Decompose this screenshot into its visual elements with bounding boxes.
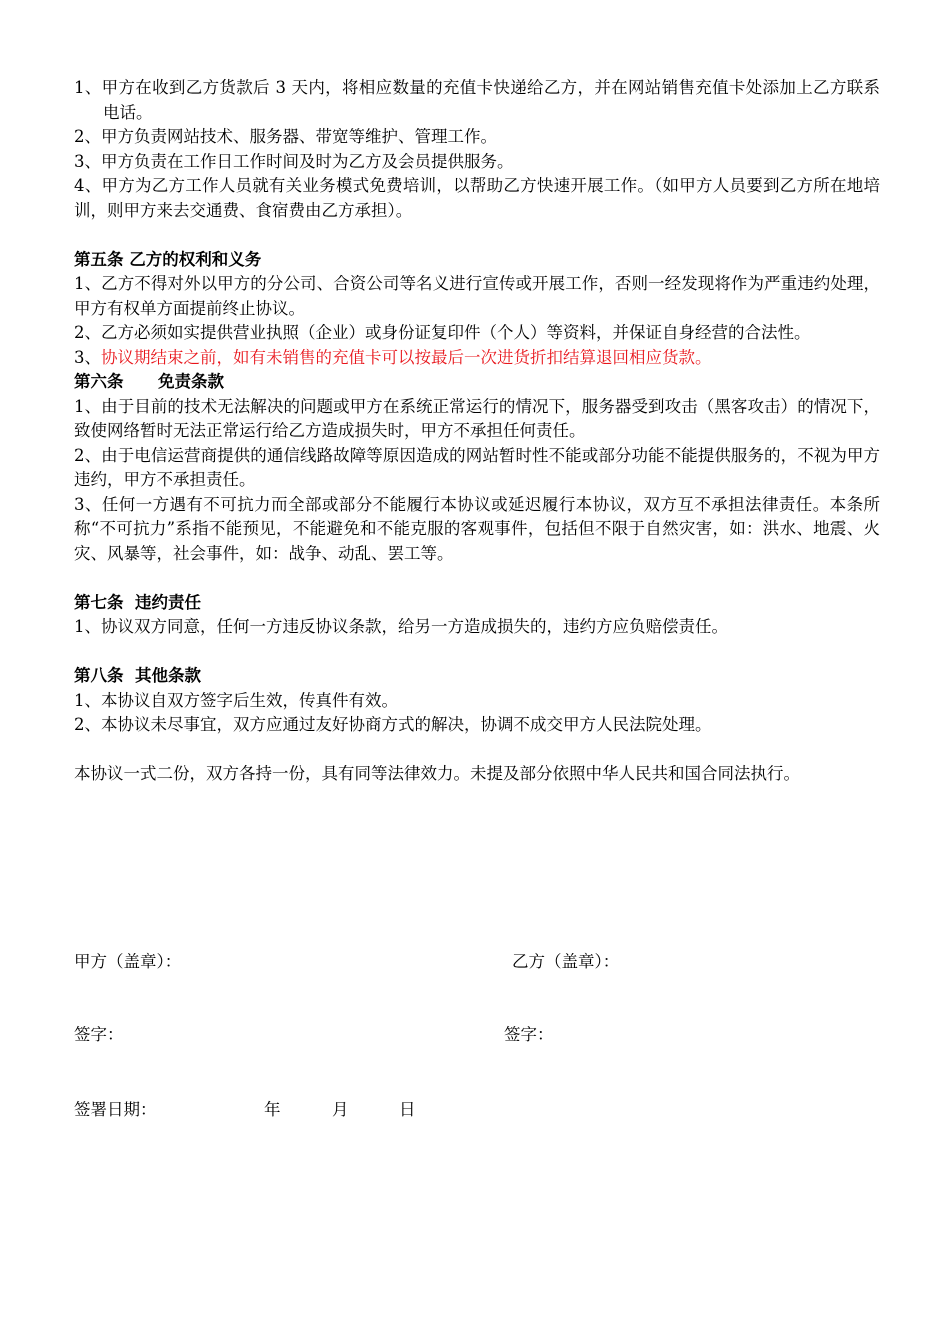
spacer — [74, 738, 880, 763]
day-label: 日 — [399, 1100, 416, 1119]
contract-body — [74, 76, 880, 787]
section-6-item-3: 3、任何一方遇有不可抗力而全部或部分不能履行本协议或延迟履行本协议，双方互不承担法律责任。本条所称“不可抗力”系指不能预见，不能避免和不能克服的客观事件，包括但不限于自然灾害，如：洪水、地震、火灾、风暴等，社会事件，如：战争、动乱、罢工等。 — [74, 494, 880, 563]
party-a-signature-label: 签字： — [74, 1025, 124, 1044]
party-a-seal-label: 甲方（盖章）： — [74, 952, 182, 971]
section-5-item-3-number: 3、 — [74, 347, 101, 367]
party-b-signature-label: 签字： — [504, 1025, 554, 1044]
month-label: 月 — [332, 1100, 349, 1119]
section-6-heading: 第六条 免责条款 — [74, 372, 224, 391]
obligation-item-1: 1、甲方在收到乙方货款后 3 天内，将相应数量的充值卡快递给乙方，并在网站销售充值卡处添加上乙方联系电话。 — [74, 78, 880, 122]
section-5-item-3-highlighted-text: 协议期结束之前，如有未销售的充值卡可以按最后一次进货折扣结算退回相应货款。 — [101, 347, 712, 367]
signing-date-label: 签署日期： — [74, 1100, 157, 1119]
spacer — [74, 640, 880, 665]
obligation-item-4: 4、甲方为乙方工作人员就有关业务模式免费培训，以帮助乙方快速开展工作。（如甲方人员要到乙方所在地培训，则甲方来去交通费、食宿费由乙方承担）。 — [74, 176, 880, 220]
section-5-item-1: 1、乙方不得对外以甲方的分公司、合资公司等名义进行宣传或开展工作，否则一经发现将作为严重违约处理，甲方有权单方面提前终止协议。 — [74, 274, 880, 318]
obligation-item-3: 3、甲方负责在工作日工作时间及时为乙方及会员提供服务。 — [74, 151, 514, 171]
section-7-item-1: 1、协议双方同意，任何一方违反协议条款，给另一方造成损失的，违约方应负赔偿责任。 — [74, 617, 728, 636]
section-6-item-1: 1、由于目前的技术无法解决的问题或甲方在系统正常运行的情况下，服务器受到攻击（黑客攻击）的情况下，致使网络暂时无法正常运行给乙方造成损失时，甲方不承担任何责任。 — [74, 396, 880, 440]
closing-statement: 本协议一式二份，双方各持一份，具有同等法律效力。未提及部分依照中华人民共和国合同法执行。 — [74, 764, 800, 783]
section-8-item-2: 2、本协议未尽事宜，双方应通过友好协商方式的解决，协调不成交甲方人民法院处理。 — [74, 715, 712, 734]
section-8-item-1: 1、本协议自双方签字后生效，传真件有效。 — [74, 690, 398, 710]
year-label: 年 — [264, 1100, 281, 1119]
spacer — [74, 566, 880, 591]
obligation-item-2: 2、甲方负责网站技术、服务器、带宽等维护、管理工作。 — [74, 127, 497, 146]
section-5-heading: 第五条 乙方的权利和义务 — [74, 249, 262, 269]
section-8-heading: 第八条 其他条款 — [74, 666, 201, 685]
section-5-item-2: 2、乙方必须如实提供营业执照（企业）或身份证复印件（个人）等资料，并保证自身经营的合法性。 — [74, 323, 811, 342]
party-b-seal-label: 乙方（盖章）： — [512, 952, 620, 971]
section-6-item-2: 2、由于电信运营商提供的通信线路故障等原因造成的网站暂时性不能或部分功能不能提供服务的，不视为甲方违约，甲方不承担责任。 — [74, 445, 880, 489]
spacer — [74, 223, 880, 248]
section-5-item-3 — [74, 346, 880, 371]
section-7-heading: 第七条 违约责任 — [74, 592, 201, 612]
